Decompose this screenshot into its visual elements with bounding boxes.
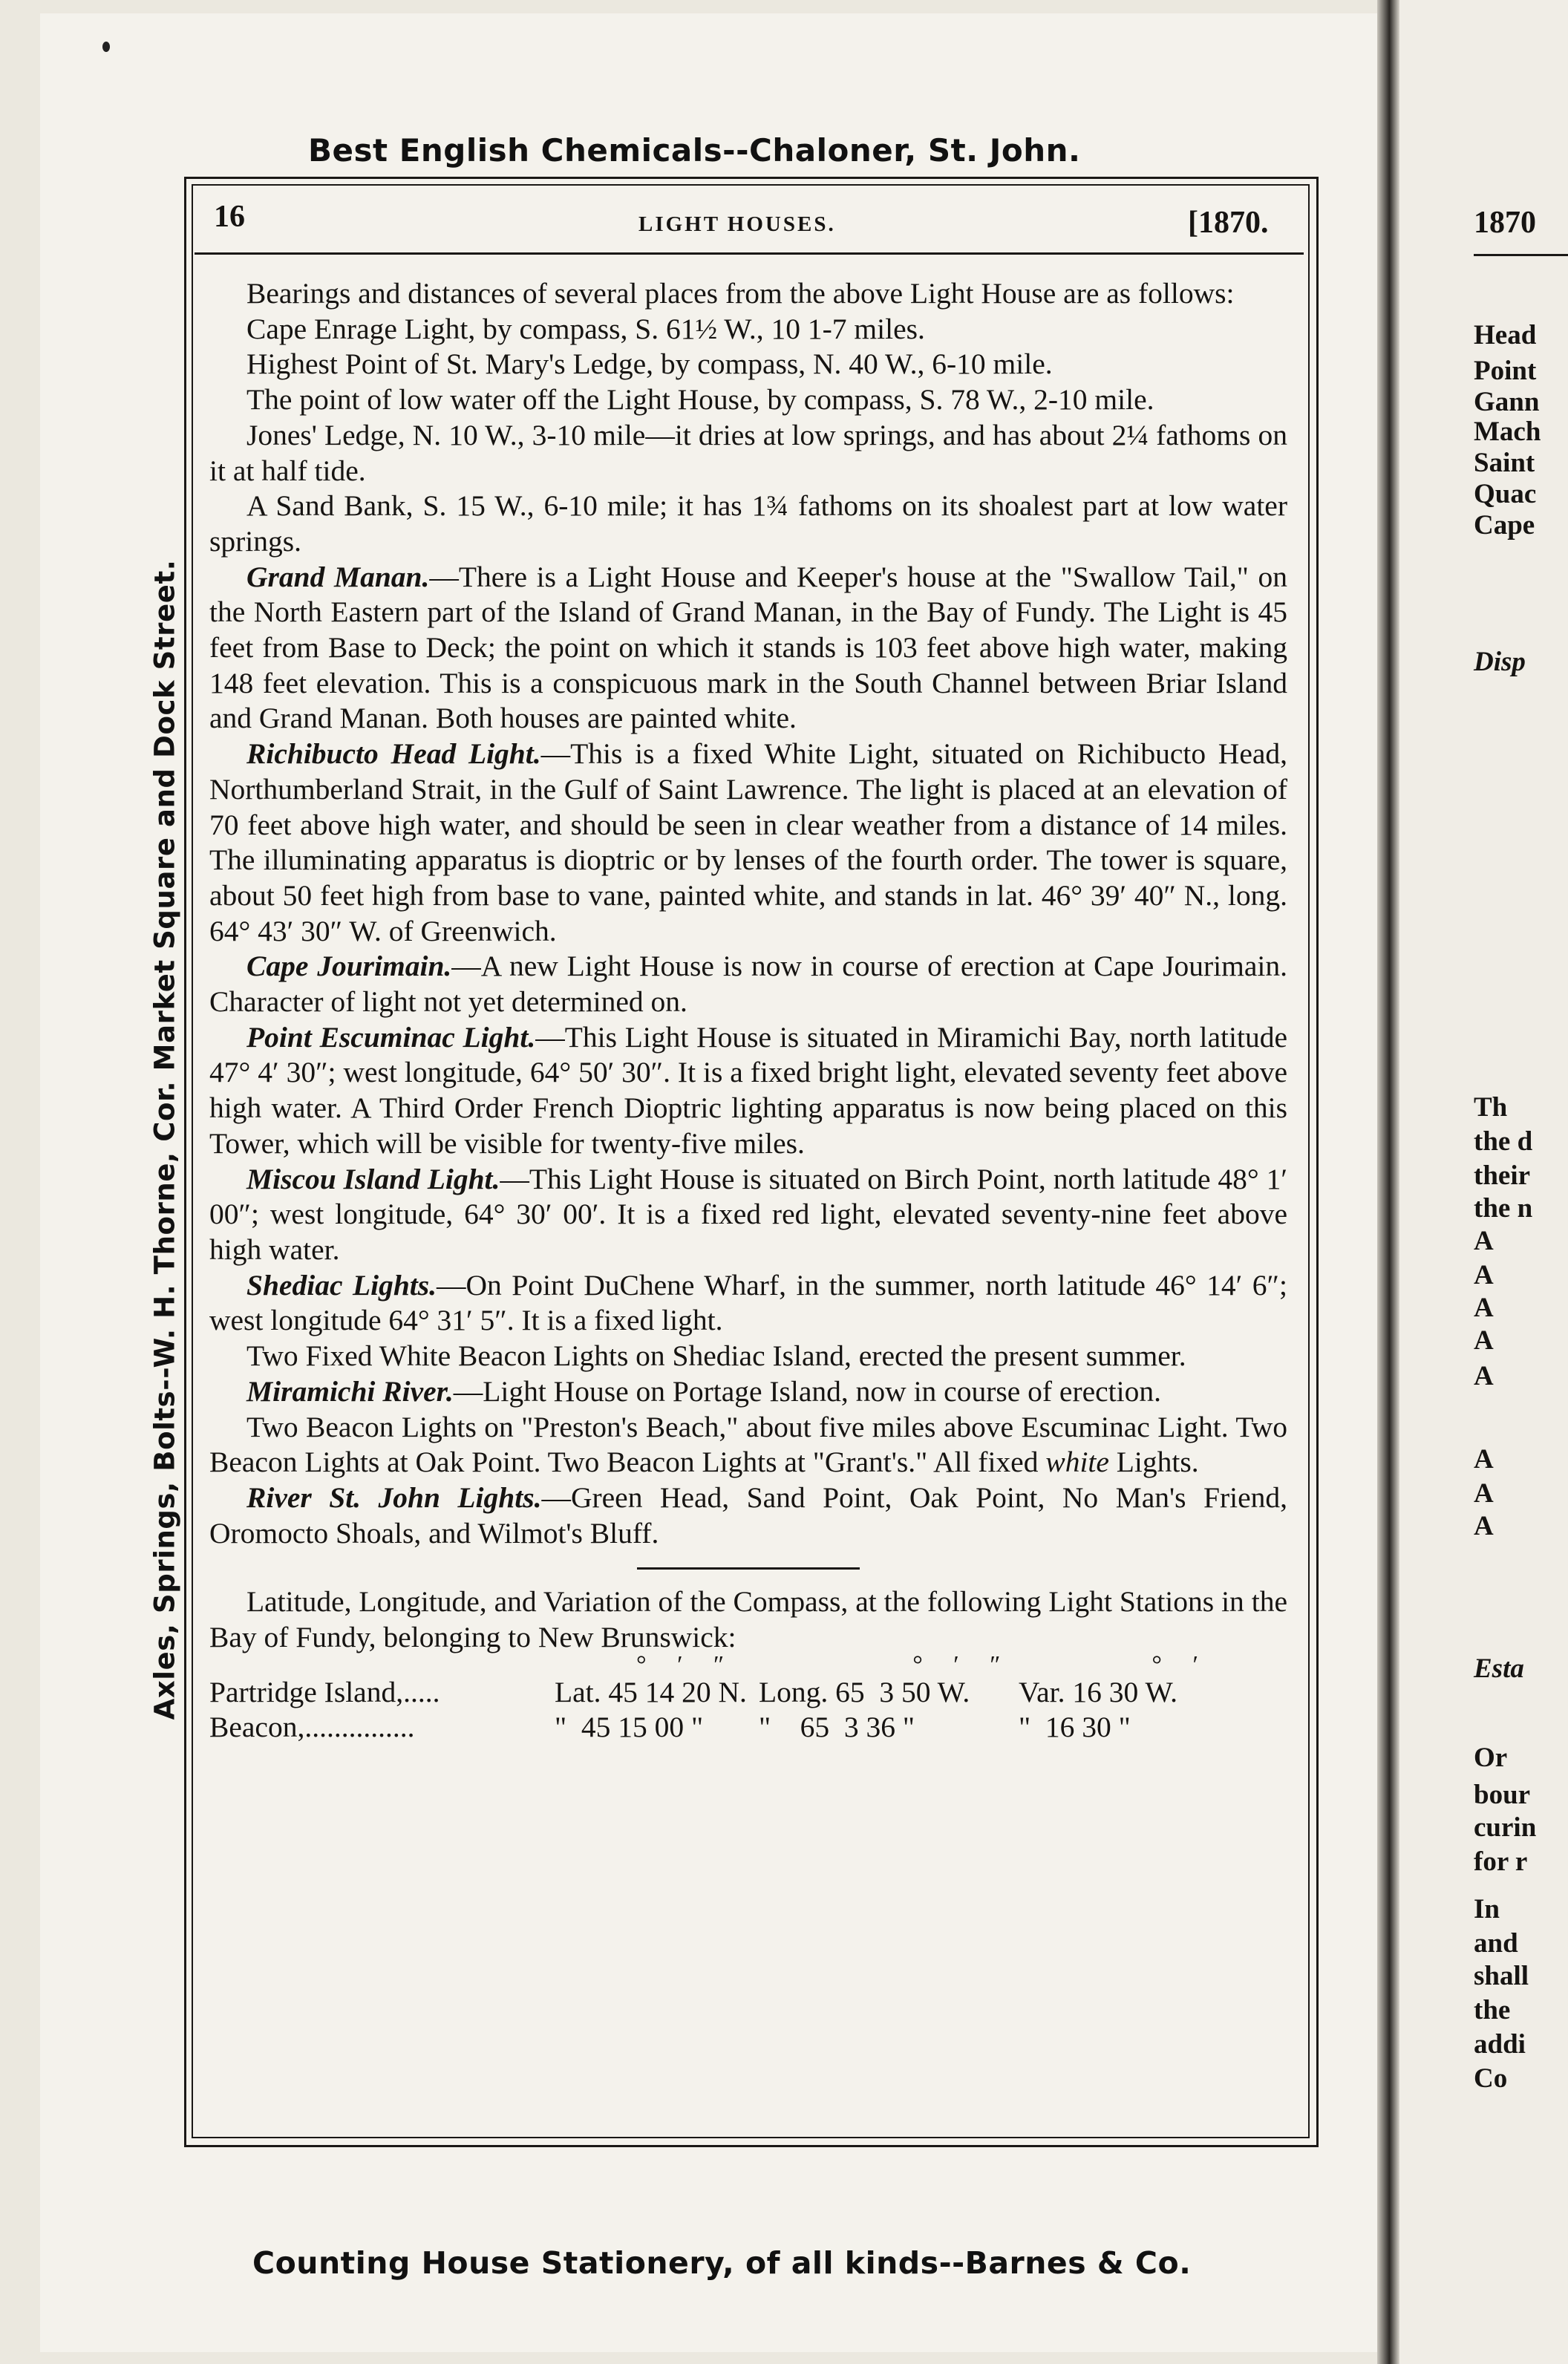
facing-page-fragment: A xyxy=(1474,1361,1494,1391)
paragraph-richibucto xyxy=(209,737,1287,949)
table-cell: " 65 3 36 " xyxy=(759,1711,915,1744)
table-cell: " 45 15 00 " xyxy=(555,1711,704,1744)
table-row xyxy=(209,1675,1287,1711)
facing-page-fragment: the xyxy=(1474,1995,1511,2025)
facing-page xyxy=(1399,0,1568,2364)
facing-page-fragment: A xyxy=(1474,1478,1494,1509)
facing-page-fragment: addi xyxy=(1474,2029,1526,2060)
paragraph-point-escuminac xyxy=(209,1020,1287,1162)
table-degree-marks: ° ′ ″ ° ′ ″ ° ′ xyxy=(636,1650,1201,1679)
facing-page-fragment: their xyxy=(1474,1160,1531,1191)
facing-page-fragment: A xyxy=(1474,1260,1494,1290)
facing-page-fragment: Quac xyxy=(1474,479,1537,509)
header-rule xyxy=(195,252,1304,255)
heading-shediac: Shediac Lights. xyxy=(246,1268,437,1302)
facing-page-fragment: the n xyxy=(1474,1193,1533,1224)
paragraph-table-intro: Latitude, Longitude, and Variation of the Compass, at the following Light Stations in the Bay of Fundy, belonging to New Brunswick: xyxy=(209,1585,1287,1654)
facing-page-fragment: A xyxy=(1474,1444,1494,1475)
facing-page-fragment: A xyxy=(1474,1511,1494,1541)
table-cell: Var. 16 30 W. xyxy=(1019,1675,1177,1708)
text-miramichi-beacons-end: Lights. xyxy=(1108,1446,1199,1479)
table-cell: Long. 65 3 50 W. xyxy=(759,1675,970,1708)
heading-river-st-john: River St. John Lights. xyxy=(246,1480,542,1514)
book-gutter xyxy=(1377,0,1399,2364)
text-white-italic: white xyxy=(1045,1446,1109,1479)
facing-page-fragment: A xyxy=(1474,1325,1494,1356)
paragraph-cape-jourimain xyxy=(209,949,1287,1019)
facing-page-fragment: Or xyxy=(1474,1743,1508,1773)
facing-page-fragment: Disp xyxy=(1474,647,1526,677)
facing-page-fragment: A xyxy=(1474,1293,1494,1323)
paragraph-low-water-point: The point of low water off the Light House, by compass, S. 78 W., 2-10 mile. xyxy=(246,383,1154,417)
facing-page-fragment: Esta xyxy=(1474,1653,1524,1684)
facing-page-fragment: Co xyxy=(1474,2063,1508,2094)
paragraph-shediac xyxy=(209,1268,1287,1339)
table-cell: Partridge Island,..... xyxy=(209,1675,440,1708)
table-row xyxy=(209,1710,1287,1746)
paragraph-cape-enrage: Cape Enrage Light, by compass, S. 61½ W., 10 1-7 miles. xyxy=(246,312,925,345)
text-shediac: —On Point DuChene Wharf, in the summer, north latitude 46° 14′ 6″; west longitude 64° 31′ 5″. It is a fixed light. xyxy=(209,1268,1287,1337)
paragraph-miscou-island xyxy=(209,1162,1287,1268)
heading-point-escuminac: Point Escuminac Light. xyxy=(246,1020,536,1054)
running-head: LIGHT HOUSES. xyxy=(638,212,836,236)
text-richibucto: —This is a fixed White Light, situated on Richibucto Head, Northumberland Strait, in the Gulf of Saint Lawrence. The light is placed at an elevation of 70 feet above high water, and should be seen in clear weather from a distance of 14 miles. The illuminating apparatus is dioptric or by lenses of the fourth order. The tower is square, about 50 feet high from base to vane, painted white, and stands in lat. 46° 39′ 40″ N., long. 64° 43′ 30″ W. of Greenwich. xyxy=(209,737,1288,947)
table-cell: Beacon,............... xyxy=(209,1711,415,1744)
text-point-escuminac: —This Light House is situated in Miramichi Bay, north latitude 47° 4′ 30″; west longitude, 64° 50′ 30″. It is a fixed bright light, elevated seventy feet above high water. A Third Order French Dioptric lighting apparatus is now being placed on this Tower, which will be visible for twenty-five miles. xyxy=(209,1020,1287,1160)
section-rule xyxy=(637,1567,860,1570)
facing-page-rule xyxy=(1474,254,1568,256)
paragraph-miramichi xyxy=(209,1374,1287,1410)
text-grand-manan: —There is a Light House and Keeper's house at the "Swallow Tail," on the North Eastern part of the Island of Grand Manan, in the Bay of Fundy. The Light is 45 feet from Base to Deck; the point on which it stands is 103 feet above high water, making 148 feet elevation. This is a conspicuous mark in the South Channel between Briar Island and Grand Manan. Both houses are painted white. xyxy=(209,560,1287,735)
text-river-st-john: —Green Head, Sand Point, Oak Point, No Man's Friend, Oromocto Shoals, and Wilmot's Bluff. xyxy=(209,1480,1287,1550)
facing-page-fragment: Saint xyxy=(1474,448,1535,478)
paragraph-shediac-beacons: Two Fixed White Beacon Lights on Shediac Island, erected the present summer. xyxy=(246,1339,1186,1373)
text-miramichi-beacons: Two Beacon Lights on "Preston's Beach," about five miles above Escuminac Light. Two Beacon Lights at Oak Point. Two Beacon Lights at "Grant's." All fixed xyxy=(209,1410,1287,1479)
facing-page-fragment: Head xyxy=(1474,320,1537,350)
facing-page-fragment: Th xyxy=(1474,1092,1508,1123)
heading-cape-jourimain: Cape Jourimain. xyxy=(246,950,452,983)
facing-page-fragment: for r xyxy=(1474,1847,1528,1877)
side-advertisement: Axles, Springs, Bolts--W. H. Thorne, Cor. Market Square and Dock Street. xyxy=(148,559,181,1720)
ink-speck xyxy=(102,42,110,52)
paragraph-bearings-intro: Bearings and distances of several places from the above Light House are as follows: xyxy=(246,277,1235,310)
facing-page-fragment: A xyxy=(1474,1226,1494,1256)
page-body xyxy=(209,276,1287,1746)
text-miscou-island: —This Light House is situated on Birch Point, north latitude 48° 1′ 00″; west longitude, 64° 30′ 00′. It is a fixed red light, elevated seventy-nine feet above high water. xyxy=(209,1162,1287,1266)
facing-page-fragment: Cape xyxy=(1474,510,1535,541)
facing-page-fragment: In xyxy=(1474,1894,1500,1924)
page-year: [1870. xyxy=(1188,206,1269,240)
table-cell: Lat. 45 14 20 N. xyxy=(555,1675,747,1708)
paragraph-miramichi-beacons xyxy=(209,1410,1287,1480)
paragraph-grand-manan xyxy=(209,560,1287,737)
top-advertisement: Best English Chemicals--Chaloner, St. John. xyxy=(308,132,1081,169)
paragraph-st-marys-ledge: Highest Point of St. Mary's Ledge, by compass, N. 40 W., 6-10 mile. xyxy=(246,347,1053,381)
facing-page-fragment: and xyxy=(1474,1928,1518,1959)
paragraph-river-st-john xyxy=(209,1480,1287,1551)
facing-page-fragment: Mach xyxy=(1474,417,1541,447)
text-miramichi: —Light House on Portage Island, now in course of erection. xyxy=(453,1374,1161,1408)
paragraph-sand-bank: A Sand Bank, S. 15 W., 6-10 mile; it has 1¾ fathoms on its shoalest part at low water springs. xyxy=(209,489,1287,558)
coordinates-table xyxy=(209,1675,1287,1746)
paragraph-jones-ledge: Jones' Ledge, N. 10 W., 3-10 mile—it dries at low springs, and has about 2¼ fathoms on it at half tide. xyxy=(209,418,1287,487)
heading-richibucto: Richibucto Head Light. xyxy=(246,737,541,771)
facing-page-year: 1870 xyxy=(1474,206,1536,240)
facing-page-fragment: the d xyxy=(1474,1126,1533,1157)
facing-page-fragment: Point xyxy=(1474,356,1537,386)
facing-page-fragment: bour xyxy=(1474,1780,1531,1810)
page-number: 16 xyxy=(214,200,245,234)
facing-page-fragment: shall xyxy=(1474,1961,1529,1991)
heading-miscou-island: Miscou Island Light. xyxy=(246,1162,500,1195)
facing-page-fragment: Gann xyxy=(1474,387,1540,417)
facing-page-fragment: curin xyxy=(1474,1812,1537,1843)
bottom-advertisement: Counting House Stationery, of all kinds--Barnes & Co. xyxy=(252,2245,1192,2281)
text-cape-jourimain: —A new Light House is now in course of erection at Cape Jourimain. Character of light not yet determined on. xyxy=(209,950,1287,1019)
heading-miramichi: Miramichi River. xyxy=(246,1374,454,1408)
heading-grand-manan: Grand Manan. xyxy=(246,560,430,593)
table-cell: " 16 30 " xyxy=(1019,1711,1131,1744)
